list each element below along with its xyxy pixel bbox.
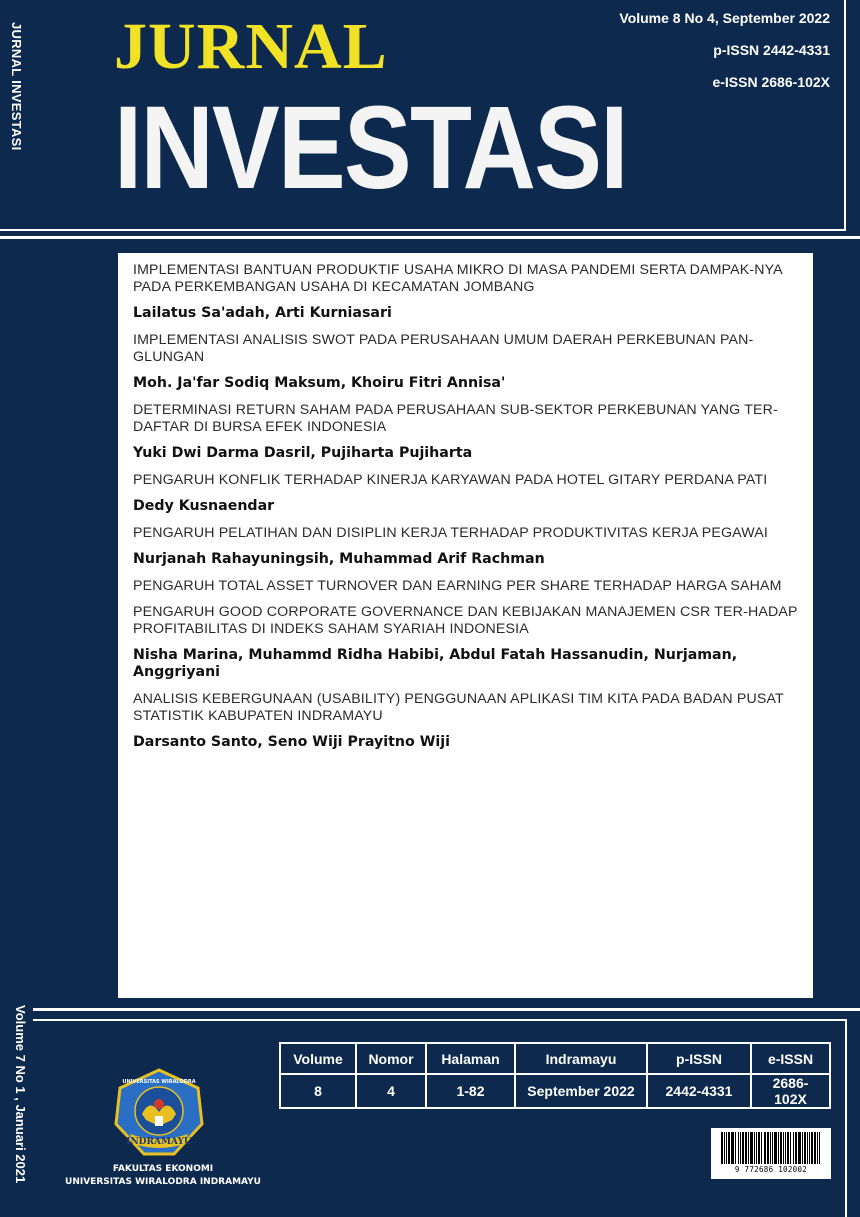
barcode-bar (764, 1132, 766, 1164)
university-logo (112, 1068, 206, 1160)
article-title[interactable]: PENGARUH KONFLIK TERHADAP KINERJA KARYAWAN PADA HOTEL GITARY PERDANA PATI (133, 472, 768, 488)
article-authors: Nurjanah Rahayuningsih, Muhammad Arif Rachman (133, 551, 545, 567)
value-nomor: 4 (356, 1074, 426, 1108)
barcode-bar (721, 1132, 723, 1164)
barcode-bar (817, 1132, 818, 1164)
barcode-bar (724, 1132, 725, 1164)
value-volume: 8 (280, 1074, 356, 1108)
barcode-bar (772, 1132, 773, 1164)
article-title[interactable]: DETERMINASI RETURN SAHAM PADA PERUSAHAAN SUB-SEKTOR PERKEBUNAN YANG TER-DAFTAR DI BURSA EFEK INDONESIA (133, 402, 778, 435)
barcode-bar (774, 1132, 777, 1164)
article-authors: Darsanto Santo, Seno Wiji Prayitno Wiji (133, 734, 450, 750)
divider-bottom-thick (33, 1008, 860, 1011)
divider-vertical-top (844, 0, 846, 231)
barcode-bar (804, 1132, 806, 1164)
article-authors: Dedy Kusnaendar (133, 498, 275, 514)
barcode-bar (785, 1132, 786, 1164)
toc-entry (133, 691, 798, 751)
print-issn: p-ISSN 2442-4331 (713, 42, 830, 58)
barcode-bar (809, 1132, 810, 1164)
barcode-bar (814, 1132, 816, 1164)
barcode-bar (802, 1132, 803, 1164)
barcode-bar (807, 1132, 808, 1164)
barcode-bars (721, 1132, 821, 1164)
value-pissn: 2442-4331 (647, 1074, 751, 1108)
barcode-bar (795, 1132, 797, 1164)
article-title[interactable]: PENGARUH PELATIHAN DAN DISIPLIN KERJA TERHADAP PRODUKTIVITAS KERJA PEGAWAI (133, 525, 768, 541)
divider-bottom-thin (33, 1019, 847, 1021)
masthead-investasi: INVESTASI (114, 82, 627, 214)
toc-entry (133, 472, 798, 515)
value-date: September 2022 (515, 1074, 647, 1108)
barcode-bar (778, 1132, 779, 1164)
barcode-bar (787, 1132, 789, 1164)
article-authors: Yuki Dwi Darma Dasril, Pujiharta Pujiharta (133, 445, 473, 461)
value-eissn: 2686-102X (751, 1074, 830, 1108)
barcode-bar (726, 1132, 727, 1164)
faculty-caption (58, 1163, 268, 1189)
isbn-barcode (711, 1128, 831, 1179)
article-authors: Lailatus Sa'adah, Arti Kurniasari (133, 305, 392, 321)
header-halaman: Halaman (426, 1043, 515, 1074)
barcode-bar (798, 1132, 801, 1164)
spine-issue-bottom: Volume 7 No 1 , Januari 2021 (13, 1005, 28, 1184)
barcode-bar (761, 1132, 762, 1164)
article-title[interactable]: IMPLEMENTASI BANTUAN PRODUKTIF USAHA MIKRO DI MASA PANDEMI SERTA DAMPAK-NYA PADA PERKEMBANGAN USAHA DI KECAMATAN JOMBANG (133, 262, 783, 295)
university-name: UNIVERSITAS WIRALODRA INDRAMAYU (65, 1177, 261, 1187)
value-halaman: 1-82 (426, 1074, 515, 1108)
barcode-bar (740, 1132, 741, 1164)
header-volume: Volume (280, 1043, 356, 1074)
article-authors: Nisha Marina, Muhammd Ridha Habibi, Abdul Fatah Hassanudin, Nurjaman, Anggriyani (133, 647, 738, 680)
toc-entry (133, 262, 798, 322)
article-authors: Moh. Ja'far Sodiq Maksum, Khoiru Fitri Annisa' (133, 375, 506, 391)
article-title[interactable]: ANALISIS KEBERGUNAAN (USABILITY) PENGGUNAAN APLIKASI TIM KITA PADA BADAN PUSAT STATISTIK KABUPATEN INDRAMAYU (133, 691, 784, 724)
spine-title-top: JURNAL INVESTASI (9, 22, 24, 151)
header-indramayu: Indramayu (515, 1043, 647, 1074)
barcode-bar (780, 1132, 782, 1164)
article-title[interactable]: IMPLEMENTASI ANALISIS SWOT PADA PERUSAHAAN UMUM DAERAH PERKEBUNAN PAN-GLUNGAN (133, 332, 754, 365)
toc-entry (133, 402, 798, 462)
faculty-name: FAKULTAS EKONOMI (112, 1164, 214, 1174)
header-pissn: p-ISSN (647, 1043, 751, 1074)
toc-entry (133, 578, 798, 595)
toc-entry (133, 604, 798, 681)
barcode-bar (742, 1132, 744, 1164)
table-of-contents (133, 262, 798, 761)
divider-top-thin (0, 229, 846, 231)
barcode-bar (745, 1132, 747, 1164)
barcode-bar (790, 1132, 791, 1164)
barcode-bar (735, 1132, 736, 1164)
article-title[interactable]: PENGARUH GOOD CORPORATE GOVERNANCE DAN KEBIJAKAN MANAJEMEN CSR TER-HADAP PROFITABILITAS DI INDEKS SAHAM SYARIAH INDONESIA (133, 604, 798, 637)
barcode-bar (793, 1132, 794, 1164)
barcode-bar (748, 1132, 749, 1164)
header-eissn: e-ISSN (751, 1043, 830, 1074)
table-row (280, 1074, 830, 1108)
barcode-bar (811, 1132, 813, 1164)
masthead-jurnal: JURNAL (114, 10, 388, 83)
article-title[interactable]: PENGARUH TOTAL ASSET TURNOVER DAN EARNING PER SHARE TERHADAP HARGA SAHAM (133, 578, 782, 594)
logo-banner: INDRAMAYU (126, 1137, 192, 1147)
logo-ring-text: UNIVERSITAS WIRALODRA (122, 1079, 196, 1085)
issue-volume: Volume 8 No 4, September 2022 (619, 10, 830, 26)
barcode-bar (767, 1132, 769, 1164)
toc-entry (133, 332, 798, 392)
electronic-issn: e-ISSN 2686-102X (712, 74, 830, 90)
barcode-bar (819, 1132, 820, 1164)
header-nomor: Nomor (356, 1043, 426, 1074)
issue-info-table (279, 1042, 831, 1109)
barcode-bar (754, 1132, 755, 1164)
barcode-bar (731, 1132, 734, 1164)
divider-vertical-bottom (845, 1019, 847, 1217)
barcode-bar (758, 1132, 760, 1164)
barcode-bar (770, 1132, 771, 1164)
barcode-bar (750, 1132, 753, 1164)
divider-top-thick (0, 236, 860, 239)
table-row (280, 1043, 830, 1074)
barcode-bar (756, 1132, 757, 1164)
barcode-bar (783, 1132, 784, 1164)
barcode-bar (738, 1132, 739, 1164)
barcode-bar (728, 1132, 730, 1164)
barcode-number: 9 772686 102002 (734, 1165, 808, 1174)
toc-entry (133, 525, 798, 568)
